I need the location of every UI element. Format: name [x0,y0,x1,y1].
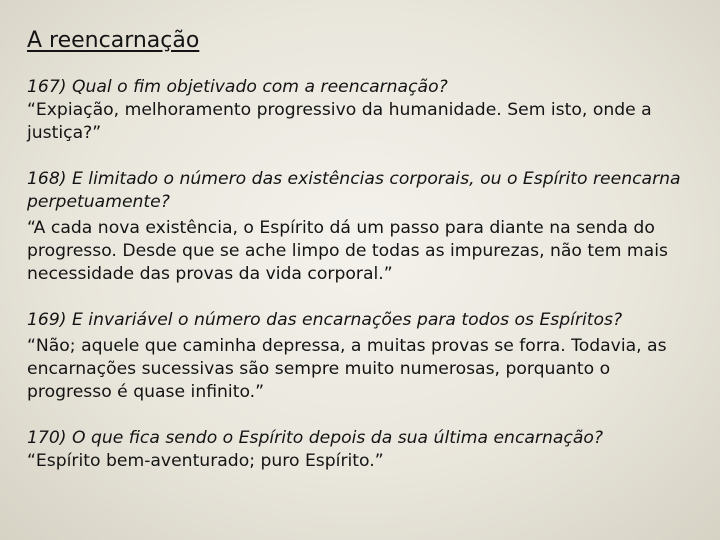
question-169: 169) E invariável o número das encarnações para todos os Espíritos? [27,310,623,330]
question-170: 170) O que fica sendo o Espírito depois da sua última encarnação? [27,428,604,448]
qa-item-167 [27,76,696,145]
slide-title: A reencarnação [27,28,200,53]
qa-item-168 [27,168,696,286]
qa-item-170 [27,427,696,473]
answer-170: “Espírito bem-aventurado; puro Espírito.” [27,451,384,471]
answer-169: “Não; aquele que caminha depressa, a muitas provas se forra. Todavia, as encarnações sucessivas são sempre muito numerosas, porquanto o progresso é quase infinito.” [27,336,667,402]
answer-168: “A cada nova existência, o Espírito dá um passo para diante na senda do progresso. Desde que se ache limpo de todas as impurezas, não tem mais necessidade das provas da vida corporal.” [27,218,668,284]
question-168: 168) E limitado o número das existências corporais, ou o Espírito reencarna perpetuamente? [27,169,681,212]
answer-167: “Expiação, melhoramento progressivo da humanidade. Sem isto, onde a justiça?” [27,100,652,143]
qa-item-169 [27,309,696,404]
question-167: 167) Qual o fim objetivado com a reencarnação? [27,77,448,97]
